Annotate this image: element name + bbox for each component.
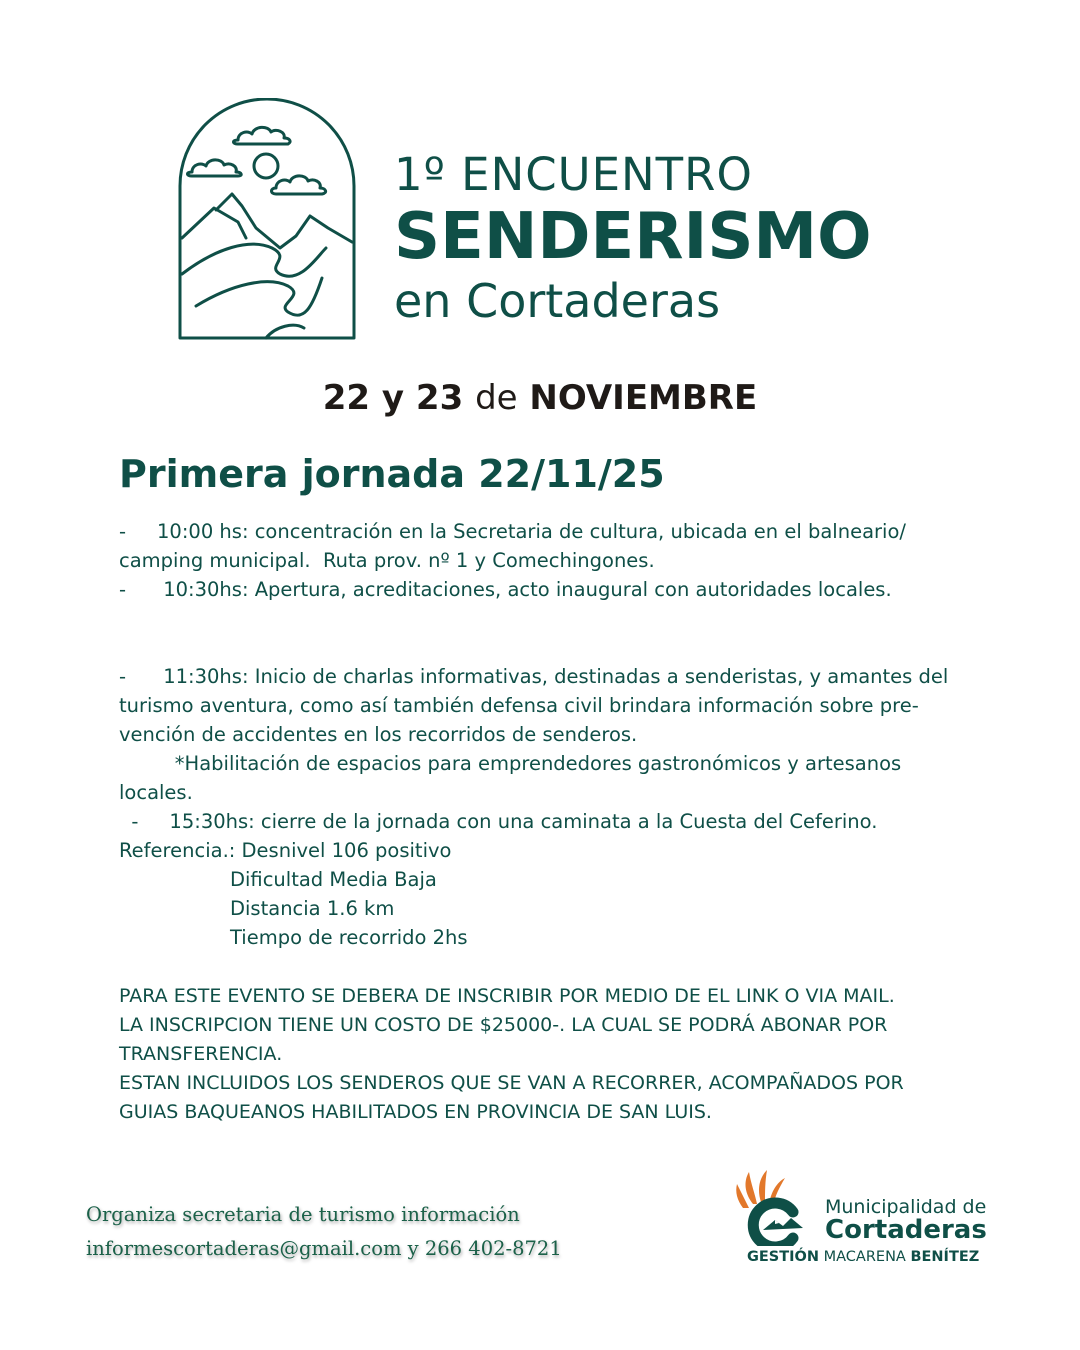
title-line-cortaderas: en Cortaderas [394, 274, 721, 328]
program-schedule [119, 517, 979, 952]
municipality-name: Cortaderas [825, 1215, 987, 1245]
program-line: - 10:00 hs: concentración en la Secretaria de cultura, ubicada en el balneario/ [119, 520, 906, 543]
program-line: - 11:30hs: Inicio de charlas informativas, destinadas a senderistas, y amantes del [119, 665, 949, 688]
notice-line: LA INSCRIPCION TIENE UN COSTO DE $25000-. LA CUAL SE PODRÁ ABONAR POR [119, 1014, 888, 1036]
reference-time: Tiempo de recorrido 2hs [230, 926, 468, 949]
contact-line: informescortaderas@gmail.com y 266 402-8721 [86, 1237, 562, 1260]
date-days: 22 y 23 [322, 378, 464, 418]
title-line-senderismo: SENDERISMO [394, 200, 872, 274]
program-line: camping municipal. Ruta prov. nº 1 y Comechingones. [119, 549, 655, 572]
municipality-gestion [747, 1249, 979, 1265]
jornada-heading: Primera jornada 22/11/25 [119, 452, 665, 496]
event-title [394, 146, 954, 332]
program-line: *Habilitación de espacios para emprendedores gastronómicos y artesanos [119, 752, 902, 775]
reference-label: Referencia.: Desnivel 106 positivo [119, 839, 452, 862]
program-line: vención de accidentes en los recorridos de senderos. [119, 723, 638, 746]
program-line: turismo aventura, como así también defensa civil brindara información sobre pre- [119, 694, 919, 717]
program-line: locales. [119, 781, 193, 804]
notice-line: GUIAS BAQUEANOS HABILITADOS EN PROVINCIA DE SAN LUIS. [119, 1101, 712, 1123]
organizer-info [86, 1198, 562, 1266]
date-month: NOVIEMBRE [529, 378, 758, 418]
reference-distance: Distancia 1.6 km [230, 897, 395, 920]
notice-line: PARA ESTE EVENTO SE DEBERA DE INSCRIBIR POR MEDIO DE EL LINK O VIA MAIL. [119, 985, 895, 1007]
title-line-encuentro: 1º ENCUENTRO [394, 148, 753, 201]
municipality-label: Municipalidad de [825, 1196, 987, 1218]
reference-difficulty: Dificultad Media Baja [230, 868, 437, 891]
program-line: - 10:30hs: Apertura, acreditaciones, acto inaugural con autoridades locales. [119, 578, 892, 601]
event-date [0, 378, 1080, 418]
mountain-arch-icon [176, 98, 358, 340]
gestion-first-name: MACARENA [823, 1249, 906, 1265]
date-connector: de [475, 378, 518, 418]
municipality-logo [735, 1168, 995, 1268]
program-line: - 15:30hs: cierre de la jornada con una caminata a la Cuesta del Ceferino. [119, 810, 878, 833]
organizer-line: Organiza secretaria de turismo información [86, 1203, 520, 1226]
notice-line: TRANSFERENCIA. [119, 1043, 283, 1065]
cortaderas-grass-icon [735, 1168, 827, 1246]
gestion-label: GESTIÓN [747, 1249, 819, 1265]
notice-line: ESTAN INCLUIDOS LOS SENDEROS QUE SE VAN A RECORRER, ACOMPAÑADOS POR [119, 1072, 904, 1094]
gestion-last-name: BENÍTEZ [910, 1249, 980, 1265]
registration-notice [119, 982, 999, 1127]
